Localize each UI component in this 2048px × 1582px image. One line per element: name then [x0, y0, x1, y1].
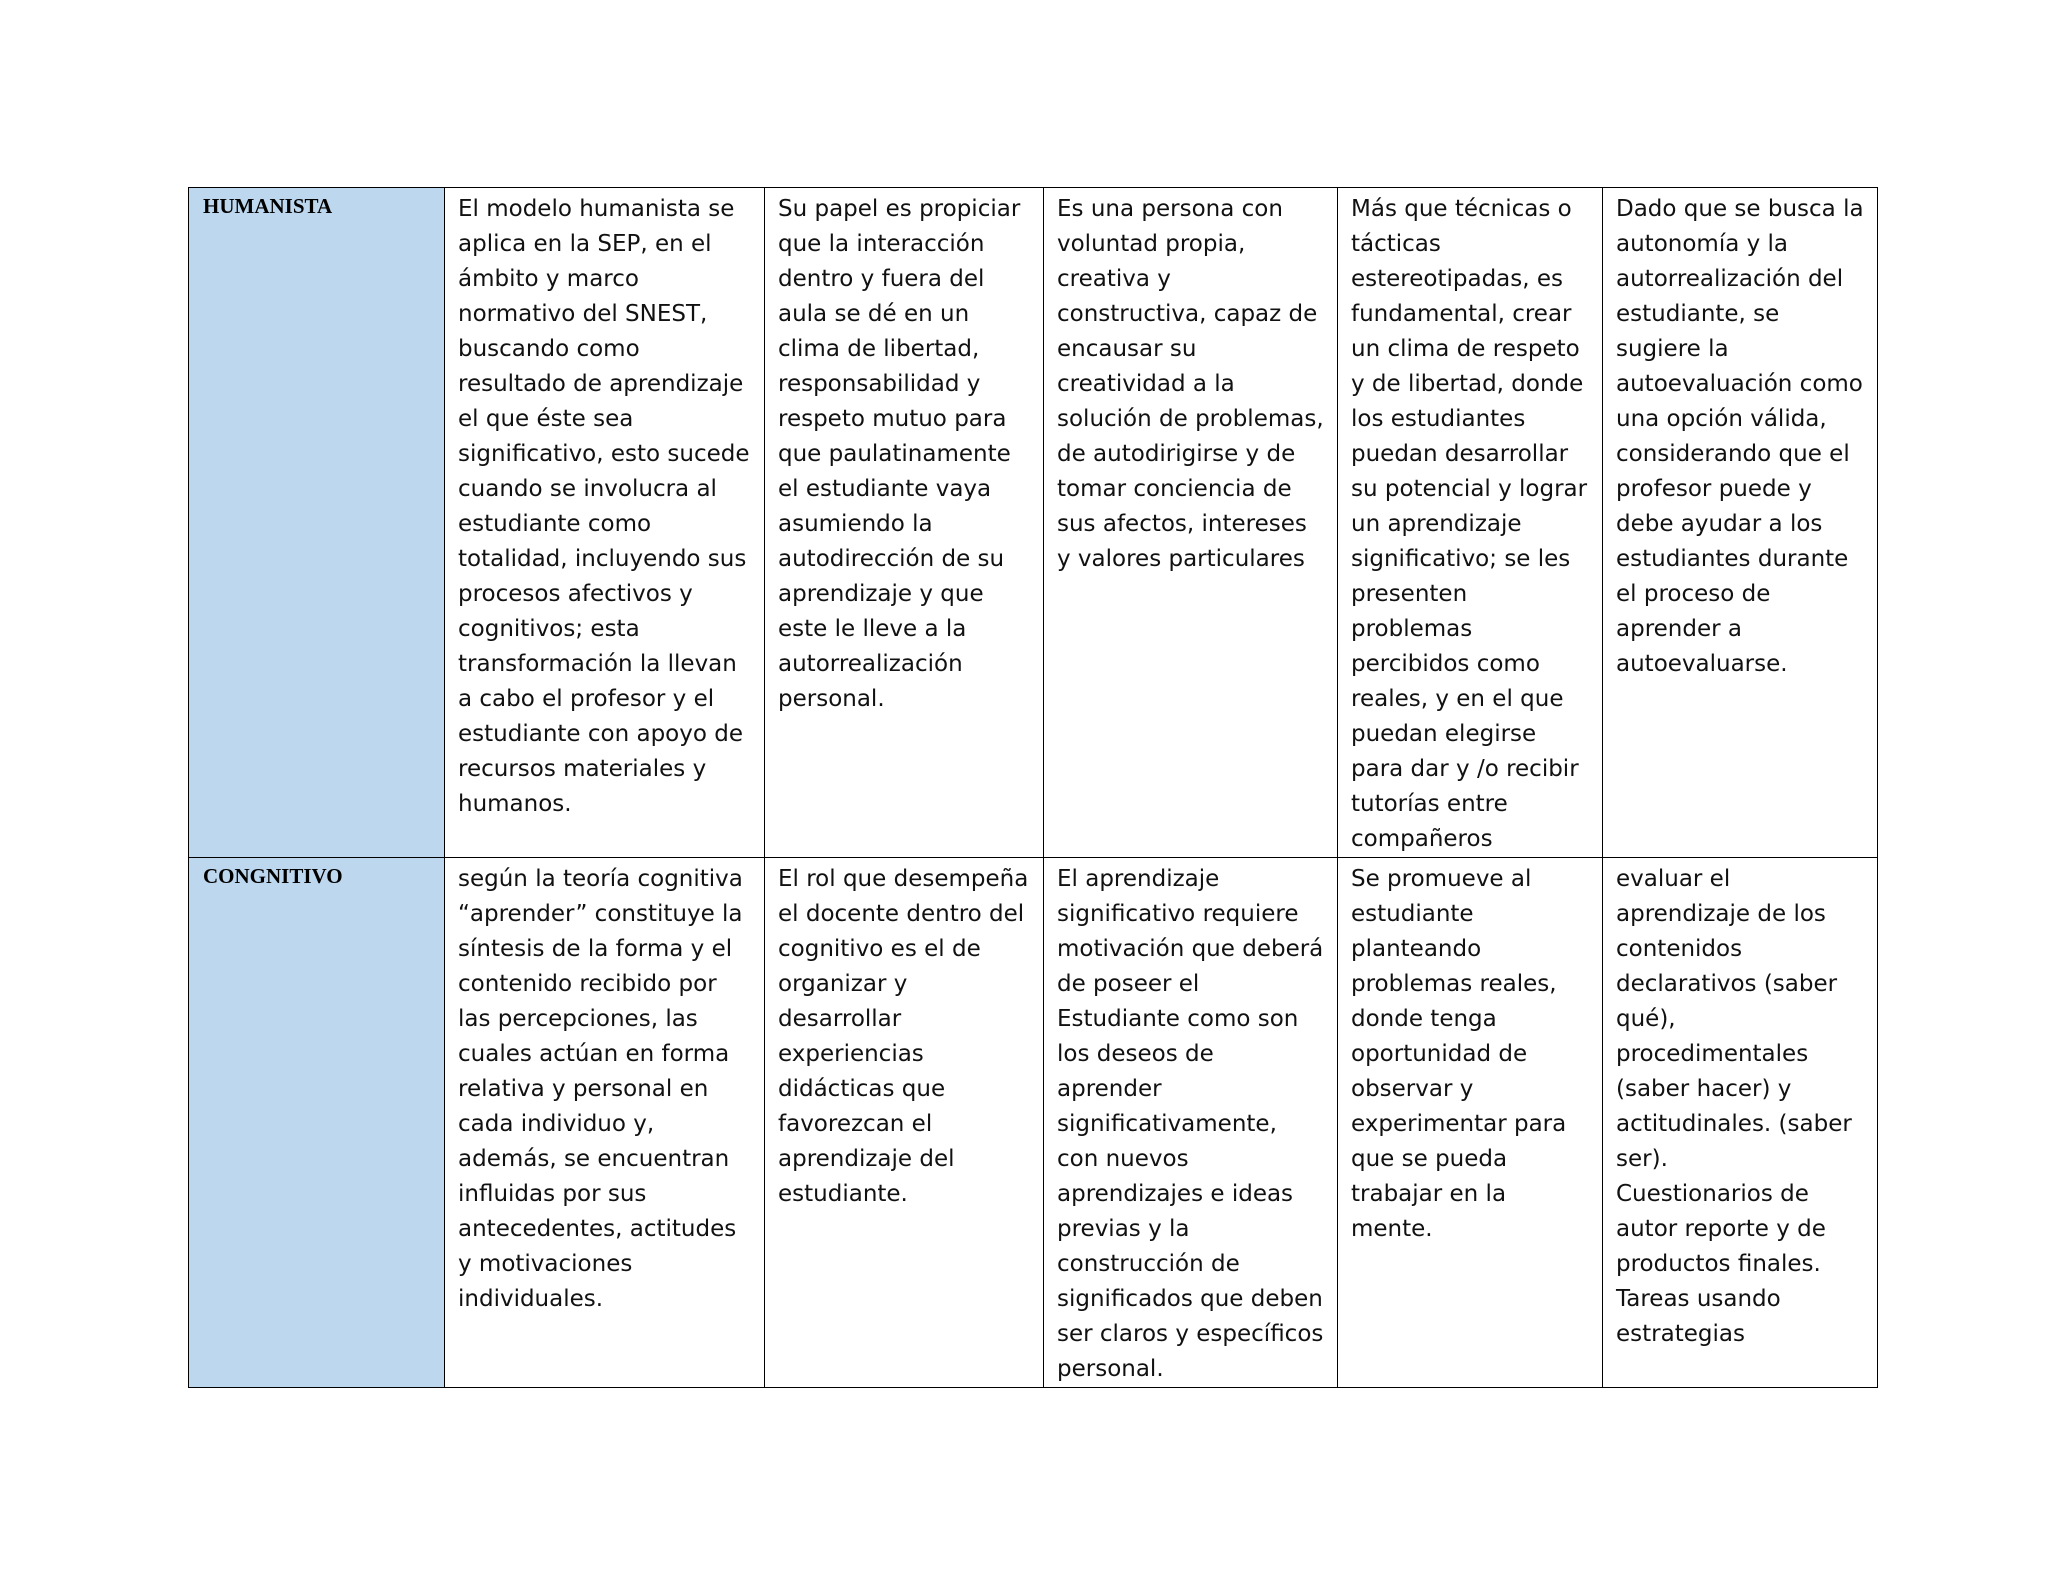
table-cell: El aprendizaje significativo requiere motivación que deberá de poseer el Estudiante como son los deseos de aprender significativamente, con nuevos aprendizajes e ideas previas y la construcción de significados que deben ser claros y específicos personal. — [1044, 858, 1338, 1388]
table-cell: Es una persona con voluntad propia, creativa y constructiva, capaz de encausar su creatividad a la solución de problemas, de autodirigirse y de tomar conciencia de sus afectos, intereses y valores particulares — [1044, 188, 1338, 858]
table-cell: evaluar el aprendizaje de los contenidos declarativos (saber qué), procedimentales (saber hacer) y actitudinales. (saber ser). Cuestionarios de autor reporte y de productos finales. Tareas usando estrategias — [1603, 858, 1878, 1388]
row-label-cognitivo: CONGNITIVO — [189, 858, 445, 1388]
table-row-cognitivo — [189, 858, 1878, 1388]
table-cell: Más que técnicas o tácticas estereotipadas, es fundamental, crear un clima de respeto y de libertad, donde los estudiantes puedan desarrollar su potencial y lograr un aprendizaje significativo; se les presenten problemas percibidos como reales, y en el que puedan elegirse para dar y /o recibir tutorías entre compañeros — [1338, 188, 1603, 858]
table-row-humanista — [189, 188, 1878, 858]
row-label-humanista: HUMANISTA — [189, 188, 445, 858]
table-cell: Dado que se busca la autonomía y la autorrealización del estudiante, se sugiere la autoevaluación como una opción válida, considerando que el profesor puede y debe ayudar a los estudiantes durante el proceso de aprender a autoevaluarse. — [1603, 188, 1878, 858]
table-cell: Se promueve al estudiante planteando problemas reales, donde tenga oportunidad de observar y experimentar para que se pueda trabajar en la mente. — [1338, 858, 1603, 1388]
comparison-table — [188, 187, 1878, 1388]
table-cell: El rol que desempeña el docente dentro del cognitivo es el de organizar y desarrollar experiencias didácticas que favorezcan el aprendizaje del estudiante. — [765, 858, 1044, 1388]
table-cell: Su papel es propiciar que la interacción dentro y fuera del aula se dé en un clima de libertad, responsabilidad y respeto mutuo para que paulatinamente el estudiante vaya asumiendo la autodirección de su aprendizaje y que este le lleve a la autorrealización personal. — [765, 188, 1044, 858]
table-cell: según la teoría cognitiva “aprender” constituye la síntesis de la forma y el contenido recibido por las percepciones, las cuales actúan en forma relativa y personal en cada individuo y, además, se encuentran influidas por sus antecedentes, actitudes y motivaciones individuales. — [445, 858, 765, 1388]
table-cell: El modelo humanista se aplica en la SEP, en el ámbito y marco normativo del SNEST, buscando como resultado de aprendizaje el que éste sea significativo, esto sucede cuando se involucra al estudiante como totalidad, incluyendo sus procesos afectivos y cognitivos; esta transformación la llevan a cabo el profesor y el estudiante con apoyo de recursos materiales y humanos. — [445, 188, 765, 858]
